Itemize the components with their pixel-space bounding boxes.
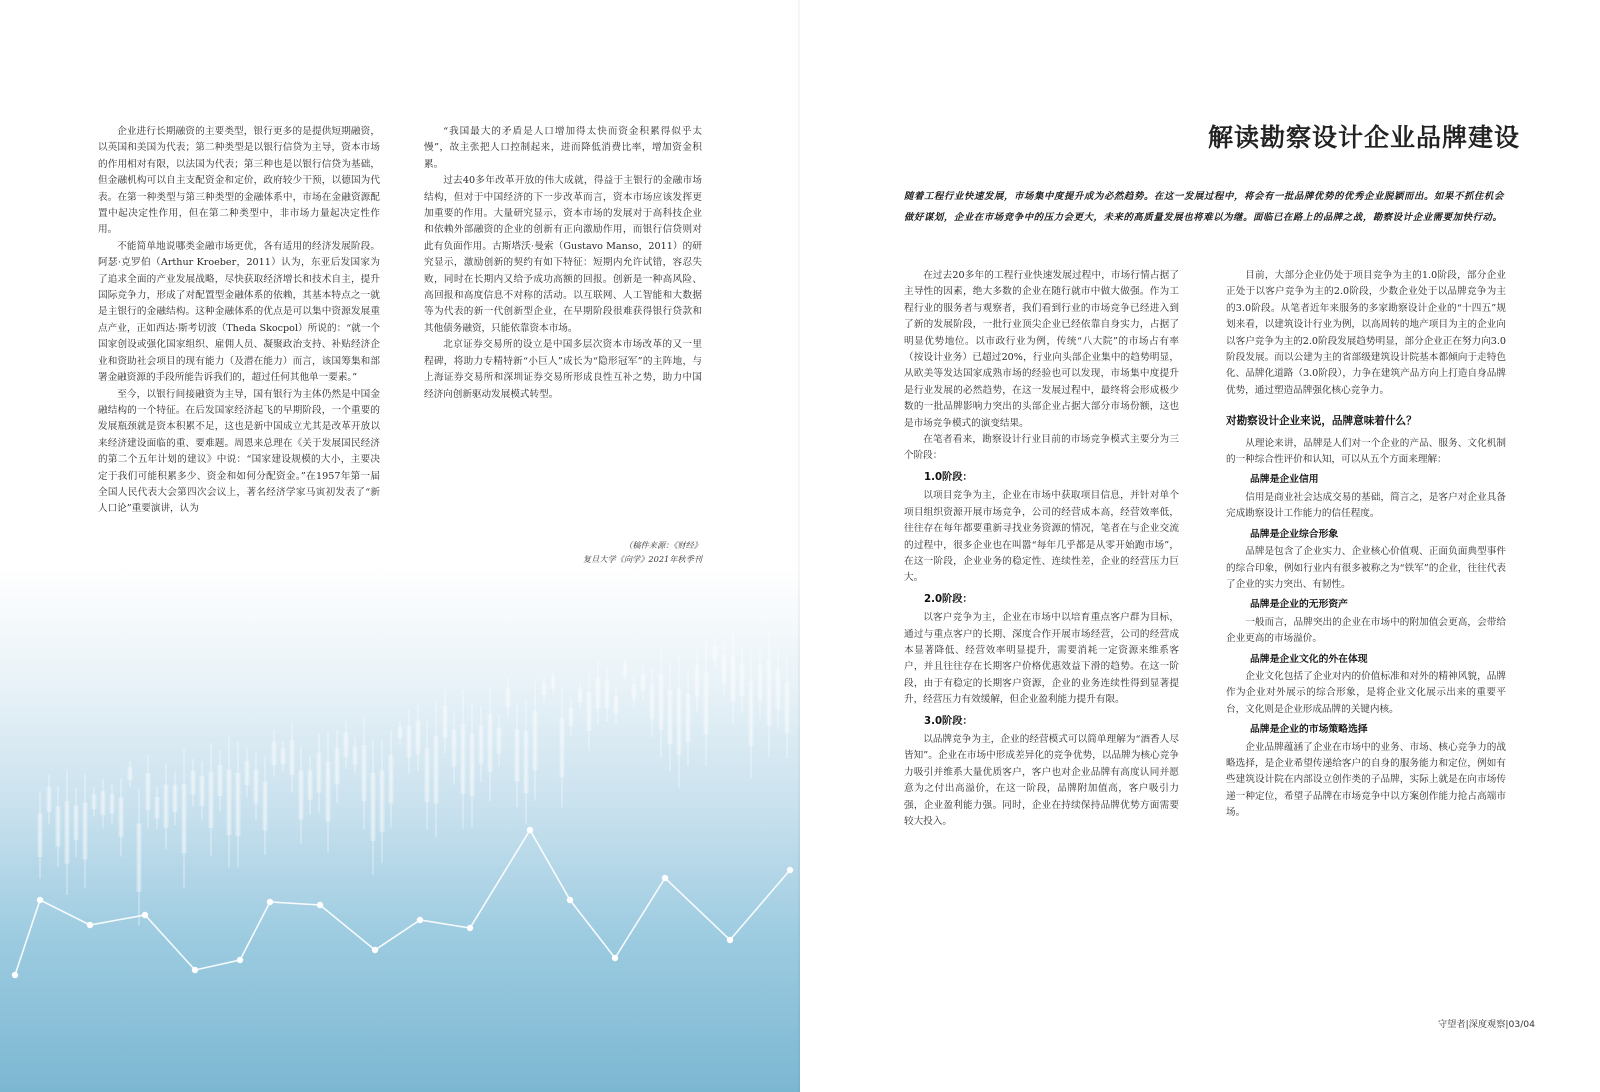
paragraph: 以项目竞争为主，企业在市场中获取项目信息，并针对单个项目组织资源开展市场竞争，公司的经营成本高，经营效率低，往往存在每年都要重新寻找业务资源的情况，笔者在与企业交流的过程中，很多企业也在叫嚣“每年几乎都是从零开始跑市场”，在这一阶段，企业业务的稳定性、连续性差，企业的经营压力巨大。 — [904, 490, 1179, 584]
source-line: 复旦大学《向学》2021年秋季刊 — [582, 554, 702, 564]
left-article-column-2 — [424, 124, 702, 403]
paragraph: 从理论来讲，品牌是人们对一个企业的产品、服务、文化机制的一种综合性评价和认知，可以从五个方面来理解： — [1226, 437, 1506, 466]
paragraph: 不能简单地说哪类金融市场更优，各有适用的经济发展阶段。阿瑟·克罗伯（Arthur Kroeber，2011）认为，东亚后发国家为了追求全面的产业发展战略，尽快获取经济增长和技术自主，提升国际竞争力，形成了对配置型金融体系的依赖，其基本特点之一就是主银行的金融结构。这种金融体系的优点是可以集中资源发展重点产业，正如西达·斯考切波（Theda Skocpol）所说的：“就一个国家创设或强化国家组织、雇佣人员、凝聚政治支持、补贴经济企业和资助社会项目的现有能力（及潜在能力）而言，该国筹集和部署金融资源的手段所能告诉我们的，超过任何其他单一要素。” — [98, 240, 380, 384]
paragraph: 以客户竞争为主，企业在市场中以培育重点客户群为目标，通过与重点客户的长期、深度合作开展市场经营，公司的经营成本显著降低、经营效率明显提升，需要消耗一定资源来维系客户，并且往往存在长期客户价格优惠效益下滑的趋势。在这一阶段，由于有稳定的长期客户资源，企业的业务连续性得到显著提升，经营压力有效缓解，但企业盈利能力提升有限。 — [904, 612, 1179, 706]
subheading: 品牌是企业综合形象 — [1250, 528, 1339, 540]
paragraph: 目前，大部分企业仍处于项目竞争为主的1.0阶段，部分企业正处于以客户竞争为主的2.0阶段，少数企业处于以品牌竞争为主的3.0阶段。从笔者近年来服务的多家勘察设计企业的“十四五”规划来看，以建筑设计行业为例，以高周转的地产项目为主的企业向以客户竞争为主的2.0阶段发展趋势明显，部分企业正在努力向3.0阶段发展。而以公建为主的省部级建筑设计院基本都倾向于走特色化、品牌化道路（3.0阶段），力争在建筑产品方向上打造自身品牌优势，通过塑造品牌强化核心竞争力。 — [1226, 270, 1506, 396]
paragraph: 企业文化包括了企业对内的价值标准和对外的精神风貌，品牌作为企业对外展示的综合形象，是将企业文化展示出来的重要平台，文化则是企业形成品牌的关键内核。 — [1226, 670, 1506, 715]
left-article-column-1 — [98, 124, 380, 518]
paragraph: 至今，以银行间接融资为主导，国有银行为主体仍然是中国金融结构的一个特征。在后发国家经济起飞的早期阶段，一个重要的发展瓶颈就是资本积累不足，这也是新中国成立尤其是改革开放以来经济建设面临的重、要难题。周恩来总理在《关于发展国民经济的第二个五年计划的建议》中说：“国家建设规模的大小，主要决定于我们可能积累多少、资金和如何分配资金。”在1957年第一届全国人民代表大会第四次会议上，著名经济学家马寅初发表了“新人口论”重要演讲，认为 — [98, 388, 380, 515]
paragraph: 品牌是包含了企业实力、企业核心价值观、正面负面典型事件的综合印象，例如行业内有很多被称之为“铁军”的企业，往往代表了企业的实力突出、有韧性。 — [1226, 546, 1506, 590]
paragraph: “我国最大的矛盾是人口增加得太快而资金积累得似乎太慢”，故主张把人口控制起来，进而降低消费比率，增加资金积累。 — [424, 126, 702, 170]
paragraph: 以品牌竞争为主，企业的经营模式可以简单理解为“酒香人尽皆知”。企业在市场中形成差异化的竞争优势，以品牌为核心竞争力吸引并维系大量优质客户，客户也对企业品牌有高度认同并愿意为之付出高溢价，在这一阶段，品牌附加值高，客户吸引力强，企业盈利能力强。同时，企业在持续保持品牌优势方面需要较大投入。 — [904, 733, 1179, 827]
paragraph: 在笔者看来，勘察设计行业目前的市场竞争模式主要分为三个阶段： — [904, 434, 1179, 462]
paragraph: 过去40多年改革开放的伟大成就，得益于主银行的金融市场结构，但对于中国经济的下一步改革而言，资本市场应该发挥更加重要的作用。大量研究显示，资本市场的发展对于高科技企业和依赖外部融资的企业的创新有正向激励作用，而银行信贷则对此有负面作用。古斯塔沃·曼索（Gustavo Manso，2011）的研究显示，激励创新的契约有如下特征：短期内允许试错，容忍失败，同时在长期内又给予成功高额的回报。创新是一种高风险、高回报和高度信息不对称的活动。以互联网、人工智能和大数据等为代表的新一代创新型企业，在早期阶段很难获得银行贷款和其他债务融资，只能依靠资本市场。 — [424, 175, 702, 334]
subheading: 品牌是企业文化的外在体现 — [1250, 653, 1368, 665]
paragraph: 企业品牌蕴涵了企业在市场中的业务、市场、核心竞争力的战略选择，是企业希望传递给客户的自身的服务能力和定位，例如有些建筑设计院在内部设立创作类的子品牌，实际上就是在向市场传递一种定位，希望子品牌在市场竞争中以方案创作能力抢占高端市场。 — [1226, 741, 1506, 819]
subheading: 品牌是企业的无形资产 — [1250, 599, 1348, 611]
paragraph: 企业进行长期融资的主要类型，银行更多的是提供短期融资，以英国和美国为代表；第二种类型是以银行信贷为主导，资本市场的作用相对有限，以法国为代表；第三种也是以银行信贷为基础，但金融机构可以自主支配资金和定价，政府较少干预，以德国为代表。在第一种类型与第三种类型的金融体系中，市场在金融资源配置中起决定性作用，但在第二种类型中，非市场力量起决定性作用。 — [98, 126, 380, 236]
subheading: 品牌是企业信用 — [1250, 474, 1319, 486]
section-question-heading: 对勘察设计企业来说，品牌意味着什么？ — [1226, 415, 1417, 428]
stage-heading: 2.0阶段： — [924, 593, 973, 605]
right-article-column-1 — [904, 268, 1179, 830]
stage-heading: 1.0阶段： — [924, 471, 973, 483]
paragraph: 北京证券交易所的设立是中国多层次资本市场改革的又一里程碑，将助力专精特新“小巨人”成长为“隐形冠军”的主阵地，与上海证券交易所和深圳证券交易所形成良性互补之势，助力中国经济向创新驱动发展模式转型。 — [424, 339, 702, 400]
source-line: （稿件来源：《财经》 — [624, 540, 702, 550]
article-lead: 随着工程行业快速发展，市场集中度提升成为必然趋势。在这一发展过程中，将会有一批品牌优势的优秀企业脱颖而出。如果不抓住机会做好谋划，企业在市场竞争中的压力会更大，未来的高质量发展也将难以为继。面临已在路上的品牌之战，勘察设计企业需要加快行动。 — [904, 191, 1504, 223]
paragraph: 一般而言，品牌突出的企业在市场中的附加值会更高，会带给企业更高的市场溢价。 — [1226, 616, 1506, 645]
page-footer: 守望者|深度观察|03/04 — [1438, 1019, 1535, 1030]
stage-heading: 3.0阶段： — [924, 715, 973, 727]
subheading: 品牌是企业的市场策略选择 — [1250, 724, 1368, 736]
article-source-note — [424, 538, 702, 566]
paragraph: 信用是商业社会达成交易的基础，简言之，是客户对企业具备完成勘察设计工作能力的信任程度。 — [1226, 491, 1506, 520]
paragraph: 在过去20多年的工程行业快速发展过程中，市场行情占据了主导性的因素，绝大多数的企业在随行就市中做大做强。作为工程行业的服务者与观察者，我们看到行业的市场竞争已经进入到了新的发展阶段，一批行业顶尖企业已经依靠自身实力，占据了明显优势地位。以市政行业为例，传统“八大院”的市场占有率（按设计业务）已超过20%，行业向头部企业集中的趋势明显，从欧美等发达国家成熟市场的经验也可以发现，市场集中度提升是行业发展的必然趋势，在这一发展过程中，最终将会形成极少数的一批品牌影响力突出的头部企业占据大部分市场份额，这也是市场竞争模式的演变结果。 — [904, 270, 1179, 429]
right-article-column-2 — [1226, 268, 1506, 822]
article-title: 解读勘察设计企业品牌建设 — [1207, 123, 1520, 152]
